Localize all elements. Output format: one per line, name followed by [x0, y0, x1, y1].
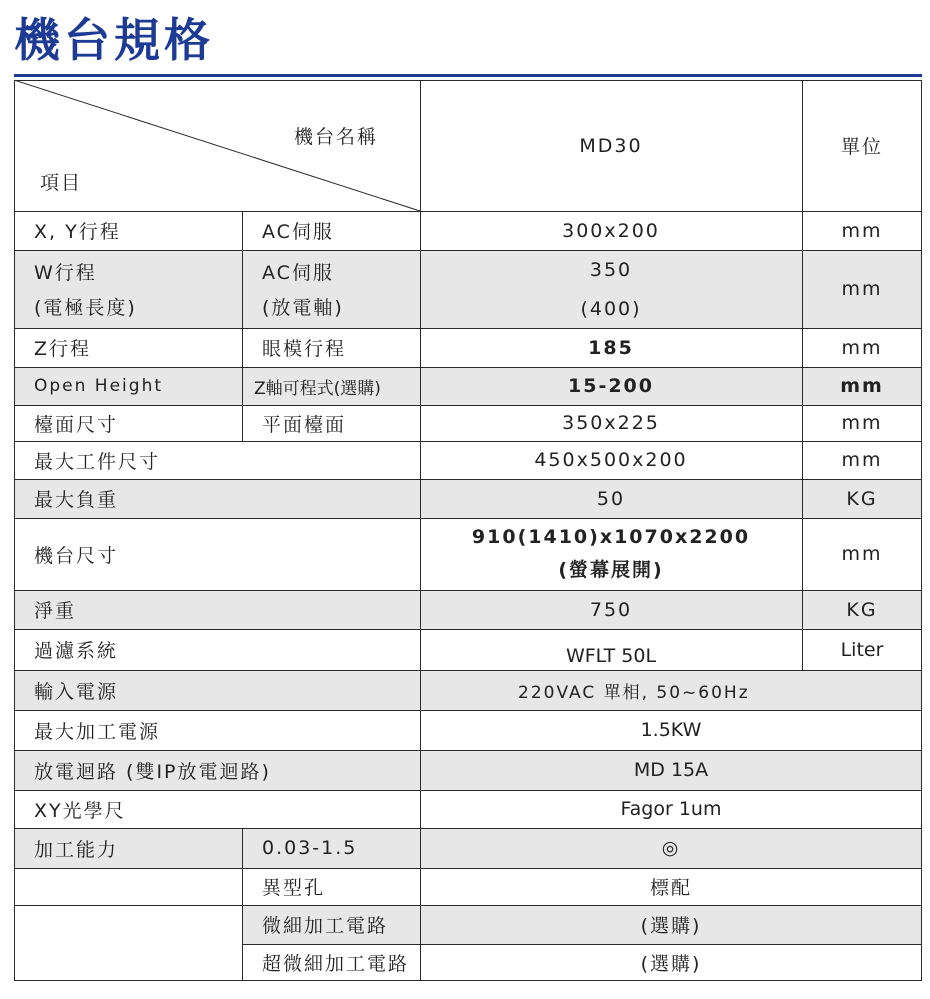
- page-title: 機台規格: [14, 13, 214, 67]
- unit-z-travel: mm: [841, 336, 883, 359]
- grid-line: [14, 710, 922, 711]
- grid-line: [14, 479, 922, 480]
- grid-line: [14, 670, 922, 671]
- unit-net-weight: KG: [846, 598, 878, 621]
- grid-line: [14, 211, 922, 212]
- grid-line: [14, 405, 922, 406]
- grid-line: [14, 790, 922, 791]
- value-max-current: 1.5KW: [640, 719, 702, 741]
- value-discharge-circuit: MD 15A: [633, 759, 709, 781]
- sub-capability-range: 0.03-1.5: [262, 837, 358, 859]
- sub-flat-table: 平面檯面: [262, 413, 347, 436]
- value-capability-ultra-micro: (選購): [640, 952, 702, 975]
- grid-line: [14, 590, 922, 591]
- unit-table-size: mm: [841, 412, 883, 434]
- item-w-travel: [14, 250, 242, 328]
- unit-open-height: mm: [840, 375, 884, 397]
- value-max-workpiece: 450x500x200: [534, 449, 688, 471]
- unit-w-travel: mm: [841, 278, 883, 300]
- item-max-load: 最大負重: [34, 489, 119, 511]
- sub-capability-ultra-micro: 超微細加工電路: [262, 952, 410, 975]
- unit-max-load: KG: [846, 487, 878, 510]
- value-machine-size: [420, 518, 802, 590]
- sub-capability-micro: 微細加工電路: [262, 915, 389, 937]
- grid-line: [242, 828, 243, 980]
- header-item-label: 項目: [40, 171, 83, 194]
- value-input-power: 220VAC 單相, 50~60Hz: [518, 682, 750, 703]
- sub-w-servo: [242, 250, 420, 328]
- item-table-size: 檯面尺寸: [34, 413, 119, 436]
- grid-line: [14, 980, 922, 981]
- grid-line: [14, 250, 922, 251]
- grid-line: [14, 629, 922, 630]
- grid-line: [242, 211, 243, 441]
- value-w-travel: [420, 250, 802, 328]
- item-input-power: 輸入電源: [34, 680, 119, 703]
- grid-line: [14, 328, 922, 329]
- item-xy-travel: X, Y行程: [34, 221, 121, 243]
- item-w-travel-line1: W行程: [34, 262, 97, 284]
- header-model: MD30: [579, 134, 643, 157]
- grid-line: [14, 868, 922, 869]
- title-rule: [14, 74, 922, 77]
- sub-w-servo-line2: (放電軸): [262, 297, 344, 319]
- value-table-size: 350x225: [562, 412, 660, 434]
- item-max-current: 最大加工電源: [34, 720, 161, 743]
- item-max-workpiece: 最大工件尺寸: [34, 450, 161, 473]
- item-filter-system: 過濾系統: [34, 640, 119, 662]
- grid-line: [14, 905, 242, 906]
- value-machine-size-line1: 910(1410)x1070x2200: [471, 525, 751, 548]
- value-capability-range: ◎: [661, 837, 681, 859]
- item-machine-size: 機台尺寸: [34, 544, 119, 567]
- grid-line: [14, 750, 922, 751]
- unit-xy-travel: mm: [841, 219, 883, 242]
- sub-w-servo-line1: AC伺服: [262, 262, 334, 284]
- item-xy-scale: XY光學尺: [34, 799, 126, 822]
- grid-line: [14, 80, 15, 980]
- value-w-travel-line2: (400): [580, 297, 642, 320]
- header-unit: 單位: [840, 136, 883, 158]
- item-net-weight: 淨重: [34, 600, 77, 622]
- item-w-travel-line2: (電極長度): [34, 297, 137, 319]
- item-discharge-circuit: 放電迴路 (雙IP放電迴路): [34, 760, 271, 783]
- grid-line: [802, 80, 803, 670]
- grid-line: [14, 441, 922, 442]
- value-xy-scale: Fagor 1um: [620, 798, 722, 820]
- value-capability-shaped-hole: 標配: [649, 877, 692, 899]
- value-xy-travel: 300x200: [562, 219, 660, 242]
- sub-xy-servo: AC伺服: [262, 221, 334, 243]
- value-open-height: 15-200: [568, 375, 654, 397]
- header-name-label: 機台名稱: [294, 125, 379, 148]
- item-capability: 加工能力: [34, 838, 119, 861]
- grid-line: [14, 80, 922, 81]
- grid-line: [921, 80, 922, 980]
- unit-filter-system: Liter: [840, 638, 884, 661]
- grid-line: [242, 905, 922, 906]
- value-max-load: 50: [596, 487, 626, 510]
- item-open-height: Open Height: [34, 376, 164, 396]
- unit-max-workpiece: mm: [841, 449, 883, 471]
- item-z-travel: Z行程: [34, 338, 92, 360]
- grid-line: [242, 944, 922, 945]
- unit-machine-size: mm: [841, 543, 883, 565]
- value-z-travel: 185: [588, 336, 634, 359]
- grid-line: [14, 518, 922, 519]
- spec-table: [14, 80, 922, 980]
- grid-line: [14, 367, 922, 368]
- value-machine-size-line2: (螢幕展開): [558, 559, 664, 582]
- sub-capability-shaped-hole: 異型孔: [262, 877, 326, 899]
- value-filter-system: WFLT 50L: [565, 644, 657, 667]
- sub-z-die: 眼模行程: [262, 338, 347, 360]
- value-w-travel-line1: 350: [589, 258, 633, 281]
- value-net-weight: 750: [589, 598, 633, 621]
- grid-line: [14, 828, 922, 829]
- grid-line: [420, 80, 421, 980]
- value-capability-micro: (選購): [640, 915, 702, 937]
- sub-z-programmable: Z軸可程式(選購): [254, 378, 381, 399]
